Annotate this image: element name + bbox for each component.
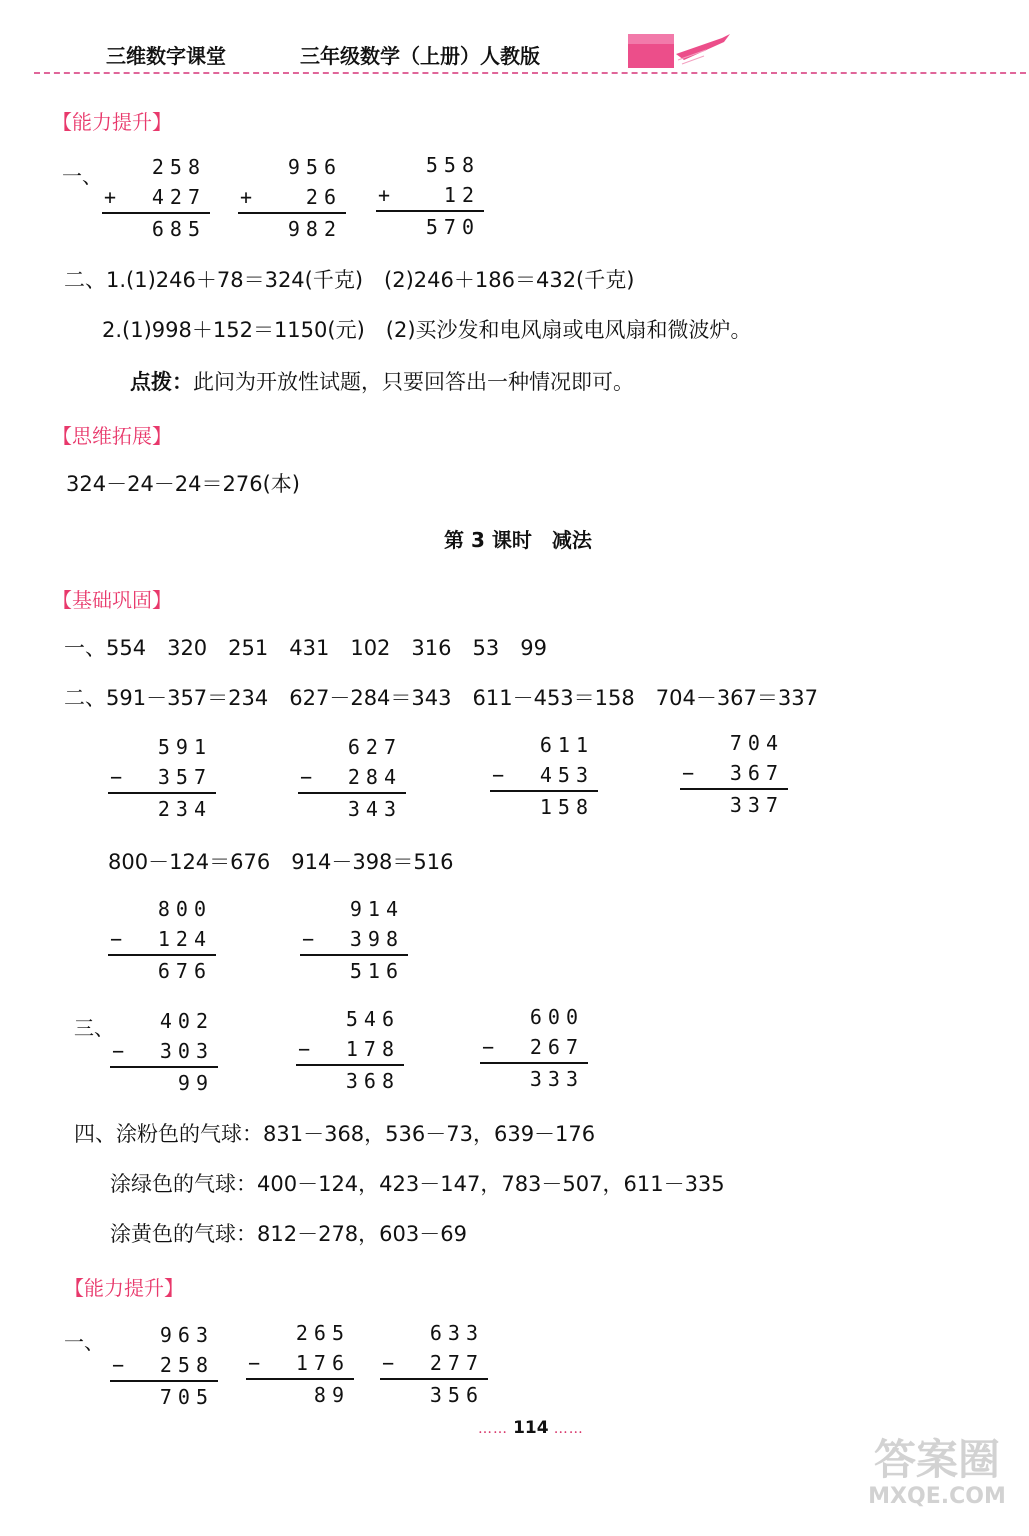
calc-operator: + bbox=[104, 185, 123, 209]
vertical-calc bbox=[102, 152, 210, 244]
question-mark-3: 三、 bbox=[74, 1016, 114, 1040]
calc-mid-num: 398 bbox=[349, 927, 404, 951]
calc-middle bbox=[108, 762, 216, 794]
calc-operator: − bbox=[112, 1353, 131, 1377]
calc-result: 89 bbox=[313, 1383, 350, 1407]
calc-mid-num: 178 bbox=[345, 1037, 400, 1061]
calc-mid-num: 124 bbox=[157, 927, 212, 951]
calc-result: 516 bbox=[349, 959, 404, 983]
watermark-url: MXQE.COM bbox=[868, 1484, 1006, 1509]
watermark-text: 答案圈 bbox=[873, 1435, 1000, 1484]
calc-top: 591 bbox=[157, 735, 212, 759]
calc-middle bbox=[246, 1348, 354, 1380]
calc-operator: − bbox=[248, 1351, 267, 1375]
calc-result: 343 bbox=[347, 797, 402, 821]
calc-operator: − bbox=[302, 927, 321, 951]
answer-line: 一、554 320 251 431 102 316 53 99 bbox=[64, 636, 547, 660]
calc-result: 705 bbox=[159, 1385, 214, 1409]
calc-operator: − bbox=[110, 765, 129, 789]
rocket-icon bbox=[626, 30, 736, 70]
calc-middle bbox=[296, 1034, 404, 1066]
calc-operator: − bbox=[298, 1037, 317, 1061]
calc-top: 963 bbox=[159, 1323, 214, 1347]
calc-middle bbox=[298, 762, 406, 794]
calc-mid-num: 357 bbox=[157, 765, 212, 789]
question-mark-1: 一、 bbox=[64, 1330, 104, 1354]
vertical-calc bbox=[108, 894, 216, 986]
calc-middle bbox=[300, 924, 408, 956]
header-book-title: 三维数字课堂 bbox=[106, 44, 226, 68]
answer-line: 四、涂粉色的气球：831－368，536－73，639－176 bbox=[74, 1122, 596, 1146]
calc-mid-num: 367 bbox=[729, 761, 784, 785]
hint-label: 点拨： bbox=[130, 370, 193, 394]
calc-top: 265 bbox=[295, 1321, 350, 1345]
answer-line: 涂黄色的气球：812－278，603－69 bbox=[110, 1222, 467, 1246]
calc-top: 402 bbox=[159, 1009, 214, 1033]
calc-middle bbox=[238, 182, 346, 214]
answer-line: 2.(1)998＋152＝1150(元) (2)买沙发和电风扇或电风扇和微波炉。 bbox=[102, 318, 752, 342]
calc-middle bbox=[490, 760, 598, 792]
section-label-basic: 【基础巩固】 bbox=[52, 588, 172, 612]
calc-top: 558 bbox=[425, 153, 480, 177]
calc-result: 333 bbox=[529, 1067, 584, 1091]
calc-middle bbox=[380, 1348, 488, 1380]
page-number: 114 bbox=[513, 1418, 549, 1438]
question-mark-1: 一、 bbox=[62, 164, 102, 188]
calc-middle bbox=[102, 182, 210, 214]
calc-top: 914 bbox=[349, 897, 404, 921]
calc-mid-num: 277 bbox=[429, 1351, 484, 1375]
calc-mid-num: 176 bbox=[295, 1351, 350, 1375]
calc-result: 570 bbox=[425, 215, 480, 239]
calc-top: 600 bbox=[529, 1005, 584, 1029]
answer-line: 324－24－24＝276(本) bbox=[66, 472, 300, 496]
calc-result: 99 bbox=[177, 1071, 214, 1095]
vertical-calc bbox=[490, 730, 598, 822]
calc-result: 234 bbox=[157, 797, 212, 821]
footer-dots-left: …… bbox=[478, 1421, 508, 1437]
vertical-calc bbox=[296, 1004, 404, 1096]
calc-middle bbox=[108, 924, 216, 956]
calc-mid-num: 427 bbox=[151, 185, 206, 209]
calc-operator: − bbox=[300, 765, 319, 789]
vertical-calc bbox=[376, 150, 484, 242]
calc-top: 258 bbox=[151, 155, 206, 179]
answer-line: 二、591－357＝234 627－284＝343 611－453＝158 704－367＝337 bbox=[64, 686, 818, 710]
header-divider bbox=[34, 72, 1026, 74]
answer-line: 涂绿色的气球：400－124，423－147，783－507，611－335 bbox=[110, 1172, 725, 1196]
hint-line bbox=[130, 366, 634, 396]
calc-operator: − bbox=[382, 1351, 401, 1375]
calc-result: 685 bbox=[151, 217, 206, 241]
calc-result: 676 bbox=[157, 959, 212, 983]
calc-top: 704 bbox=[729, 731, 784, 755]
calc-top: 633 bbox=[429, 1321, 484, 1345]
page-footer bbox=[478, 1418, 584, 1438]
calc-mid-num: 12 bbox=[443, 183, 480, 207]
calc-mid-num: 453 bbox=[539, 763, 594, 787]
lesson-title: 第 3 课时 减法 bbox=[444, 528, 592, 552]
calc-top: 546 bbox=[345, 1007, 400, 1031]
calc-operator: − bbox=[492, 763, 511, 787]
calc-top: 956 bbox=[287, 155, 342, 179]
answer-line: 二、1.(1)246＋78＝324(千克) (2)246＋186＝432(千克) bbox=[64, 268, 635, 292]
calc-top: 611 bbox=[539, 733, 594, 757]
calc-operator: − bbox=[482, 1035, 501, 1059]
calc-mid-num: 267 bbox=[529, 1035, 584, 1059]
vertical-calc bbox=[300, 894, 408, 986]
vertical-calc bbox=[108, 732, 216, 824]
calc-mid-num: 258 bbox=[159, 1353, 214, 1377]
vertical-calc bbox=[110, 1320, 218, 1412]
section-label-ability: 【能力提升】 bbox=[64, 1276, 184, 1300]
calc-mid-num: 284 bbox=[347, 765, 402, 789]
vertical-calc bbox=[680, 728, 788, 820]
calc-middle bbox=[680, 758, 788, 790]
footer-dots-right: …… bbox=[553, 1421, 584, 1437]
hint-text: 此问为开放性试题，只要回答出一种情况即可。 bbox=[193, 370, 634, 394]
calc-top: 800 bbox=[157, 897, 212, 921]
calc-top: 627 bbox=[347, 735, 402, 759]
calc-middle bbox=[110, 1350, 218, 1382]
calc-operator: − bbox=[112, 1039, 131, 1063]
calc-operator: + bbox=[378, 183, 397, 207]
section-label-thinking: 【思维拓展】 bbox=[52, 424, 172, 448]
vertical-calc bbox=[246, 1318, 354, 1410]
vertical-calc bbox=[380, 1318, 488, 1410]
calc-result: 356 bbox=[429, 1383, 484, 1407]
calc-result: 368 bbox=[345, 1069, 400, 1093]
calc-result: 337 bbox=[729, 793, 784, 817]
vertical-calc bbox=[298, 732, 406, 824]
calc-middle bbox=[110, 1036, 218, 1068]
watermark-logo bbox=[852, 1436, 1022, 1510]
vertical-calc bbox=[110, 1006, 218, 1098]
vertical-calc bbox=[480, 1002, 588, 1094]
calc-middle bbox=[376, 180, 484, 212]
calc-result: 158 bbox=[539, 795, 594, 819]
calc-operator: + bbox=[240, 185, 259, 209]
vertical-calc bbox=[238, 152, 346, 244]
header-subject: 三年级数学（上册）人教版 bbox=[300, 44, 540, 68]
calc-mid-num: 303 bbox=[159, 1039, 214, 1063]
calc-result: 982 bbox=[287, 217, 342, 241]
calc-mid-num: 26 bbox=[305, 185, 342, 209]
calc-middle bbox=[480, 1032, 588, 1064]
section-label-ability: 【能力提升】 bbox=[52, 110, 172, 134]
answer-line: 800－124＝676 914－398＝516 bbox=[108, 850, 454, 874]
calc-operator: − bbox=[110, 927, 129, 951]
calc-operator: − bbox=[682, 761, 701, 785]
